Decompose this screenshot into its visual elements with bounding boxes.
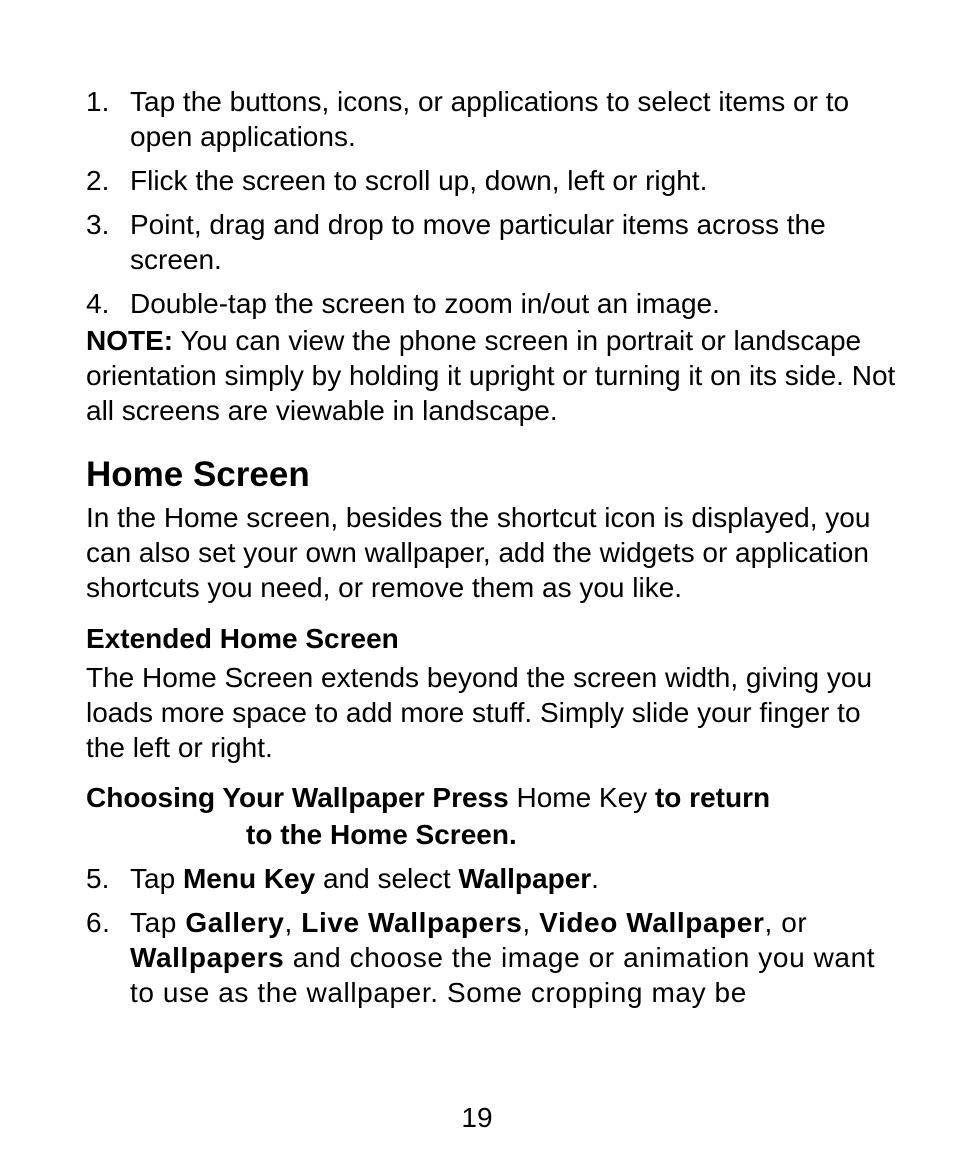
list-number: 2. <box>86 165 110 196</box>
home-screen-body: In the Home screen, besides the shortcut icon is displayed, you can also set your own wallpaper, add the widgets or application shortcuts you need, or remove them as you like. <box>86 502 871 603</box>
live-wallpapers-label: Live Wallpapers <box>301 907 523 938</box>
note-text: You can view the phone screen in portrait or landscape orientation simply by holding it upright or turning it on its side. Not all screens are viewable in landscape. <box>86 325 896 426</box>
list-item-text <box>130 905 906 1010</box>
list-item-text: Point, drag and drop to move particular items across the screen. <box>130 209 826 275</box>
list-number: 5. <box>86 863 110 894</box>
text-run: , or <box>764 907 808 938</box>
choosing-wallpaper-heading <box>86 779 906 853</box>
gesture-list <box>86 84 906 321</box>
note-label: NOTE: <box>86 325 174 356</box>
page-content <box>86 84 906 1019</box>
home-screen-heading: Home Screen <box>86 455 310 494</box>
video-wallpaper-label: Video Wallpaper <box>539 907 765 938</box>
list-number: 6. <box>86 907 111 938</box>
list-item <box>86 861 906 896</box>
list-item-text: Flick the screen to scroll up, down, left or right. <box>130 165 708 196</box>
text-run: , <box>284 907 302 938</box>
gallery-label: Gallery <box>185 907 285 938</box>
list-item <box>86 207 906 277</box>
list-number: 1. <box>86 86 110 117</box>
menu-key-label: Menu Key <box>182 863 316 894</box>
list-item-text <box>130 861 906 896</box>
wallpapers-label: Wallpapers <box>130 942 285 973</box>
note-paragraph <box>86 323 906 428</box>
choosing-part-1: Choosing Your Wallpaper Press <box>86 782 509 813</box>
text-run: . <box>591 863 599 894</box>
extended-home-screen-heading: Extended Home Screen <box>86 623 399 654</box>
list-item <box>86 905 906 1010</box>
list-item-text: Tap the buttons, icons, or applications to select items or to open applications. <box>130 86 850 152</box>
choosing-part-4: to the Home Screen. <box>246 819 517 850</box>
list-item <box>86 84 906 154</box>
list-number: 4. <box>86 288 110 319</box>
text-run: and choose the image or animation you want to use as the wallpaper. Some cropping may be <box>130 942 876 1008</box>
list-item-text: Double-tap the screen to zoom in/out an image. <box>130 288 720 319</box>
choosing-part-2: Home Key <box>508 782 655 813</box>
text-run: and select <box>315 863 459 894</box>
choosing-part-3: to return <box>654 782 771 813</box>
wallpaper-steps-list <box>86 861 906 1010</box>
list-item <box>86 163 906 198</box>
list-item <box>86 286 906 321</box>
text-run: Tap <box>130 907 186 938</box>
extended-home-screen-body: The Home Screen extends beyond the screen width, giving you loads more space to add more stuff. Simply slide your finger to the left or right. <box>86 662 873 763</box>
text-run: , <box>522 907 540 938</box>
list-number: 3. <box>86 209 110 240</box>
text-run: Tap <box>130 863 183 894</box>
wallpaper-label: Wallpaper <box>458 863 592 894</box>
page-number: 19 <box>461 1102 493 1133</box>
